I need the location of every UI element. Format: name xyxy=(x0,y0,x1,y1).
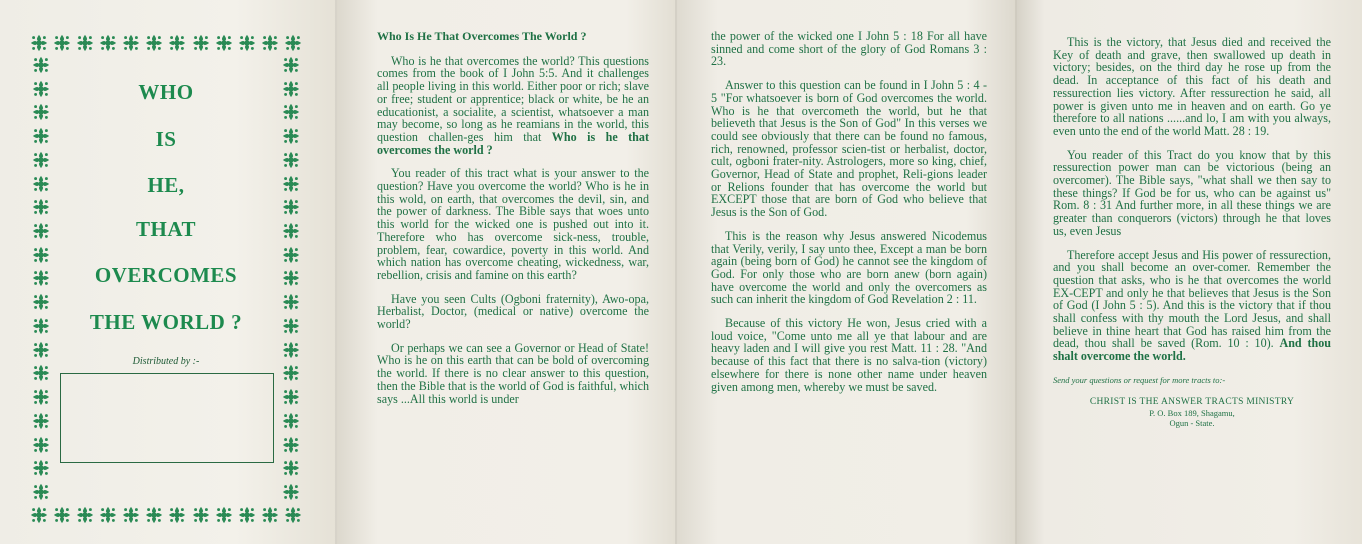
border-ornament-icon xyxy=(282,56,300,79)
border-ornament-icon xyxy=(32,388,50,411)
ministry-name: CHRIST IS THE ANSWER TRACTS MINISTRY xyxy=(1089,396,1295,407)
border-ornament-icon xyxy=(238,506,256,528)
distributor-box xyxy=(60,373,274,463)
bold-closing: And thou shalt overcome the world. xyxy=(1053,336,1331,364)
ministry-address-2: Ogun - State. xyxy=(1169,417,1215,428)
border-ornament-icon xyxy=(32,483,50,506)
border-ornament-icon xyxy=(76,34,94,56)
cover-title-line-1: WHO xyxy=(138,80,194,104)
border-ornament-icon xyxy=(32,412,50,435)
paragraph: You reader of this Tract do you know that by this ressurection power man can be victorious (being an overcomer). The Bible says, "what shall we then say to these things? If God be for us, who can be against us" Rom. 8 : 31 And further more, in all these things we are greater than conquerors (victors) through he that loves us, even Jesus xyxy=(1053,147,1331,238)
border-ornament-icon xyxy=(215,34,233,56)
cover-title-line-5: OVERCOMES xyxy=(94,263,238,287)
paragraph: Or perhaps we can see a Governor or Head of State! Who is he on this earth that can be bold of overcoming the world. If there is no clear answer to this question, then the Bible that is the world of God is faithful, which says ...All this world is under xyxy=(377,340,649,406)
border-ornament-icon xyxy=(32,151,50,174)
border-ornament-icon xyxy=(32,459,50,482)
send-requests-note: Send your questions or request for more tracts to:- xyxy=(1053,374,1226,385)
ministry-address-1: P. O. Box 189, Shagamu, xyxy=(1149,407,1235,418)
cover-title-line-6: THE WORLD ? xyxy=(89,310,243,334)
panel-4-text xyxy=(1053,36,1331,428)
border-top xyxy=(30,34,302,56)
cover-title-line-4: THAT xyxy=(136,217,196,241)
border-ornament-icon xyxy=(32,56,50,79)
paragraph: This is the victory, that Jesus died and received the Key of death and grave, then swallowed up death in victory; besides, on the third day he rose up from the dead. In acceptance of this fact of his death and ressurection lies victory. After ressurection he said, all power is given unto me in heaven and on earth. Go ye therefore to all nations ......and lo, I am with you always, even unto the end of the world Matt. 28 : 19. xyxy=(1053,35,1331,138)
panel-4 xyxy=(1017,0,1362,544)
border-ornament-icon xyxy=(32,103,50,126)
border-ornament-icon xyxy=(168,34,186,56)
border-ornament-icon xyxy=(122,34,140,56)
border-ornament-icon xyxy=(76,506,94,528)
border-ornament-icon xyxy=(238,34,256,56)
border-ornament-icon xyxy=(145,506,163,528)
cover-title-line-3: HE, xyxy=(147,173,185,197)
border-ornament-icon xyxy=(99,34,117,56)
paragraph: You reader of this tract what is your answer to the question? Have you overcome the world? Who is he in this wold, on earth, that overcomes the devil, sin, and the power of darkness. The Bible says that woes unto this world for the wicked one is pushed out into it. Therefore who has overcome sick-ness, trouble, problem, fear, cowardice, poverty in this world. And which nation has overcome cheating, wickedness, war, rebellion, crisis and famine on this earth? xyxy=(377,166,649,282)
border-ornament-icon xyxy=(282,388,300,411)
tract-heading: Who Is He That Overcomes The World ? xyxy=(377,29,587,43)
border-ornament-icon xyxy=(192,34,210,56)
border-ornament-icon xyxy=(30,34,48,56)
paragraph: the power of the wicked one I John 5 : 18 For all have sinned and come short of the glory of God Romans 3 : 23. xyxy=(711,29,987,69)
border-ornament-icon xyxy=(261,34,279,56)
cover-title-line-2: IS xyxy=(155,127,177,151)
border-ornament-icon xyxy=(282,151,300,174)
border-ornament-icon xyxy=(145,34,163,56)
border-ornament-icon xyxy=(282,483,300,506)
panel-3 xyxy=(677,0,1017,544)
border-ornament-icon xyxy=(282,436,300,459)
border-ornament-icon xyxy=(284,506,302,528)
border-bottom xyxy=(30,506,302,528)
border-ornament-icon xyxy=(122,506,140,528)
paragraph-text: Who is he that overcomes the world? This questions comes from the book of I John 5:5. And it challenges all people living in this world. Either poor or rich; slave or free; student or apprentice; black or white, be he an educationist, a socialite, a scientist, whatsoever a man may become, so long as he reamians in the world, this question challen-ges him that xyxy=(377,53,649,144)
panel-2-text xyxy=(377,30,649,416)
border-ornament-icon xyxy=(261,506,279,528)
border-ornament-icon xyxy=(282,364,300,387)
panel-3-text xyxy=(711,30,987,404)
paragraph xyxy=(1053,249,1331,363)
paragraph: This is the reason why Jesus answered Nicodemus that Verily, verily, I say unto thee, Except a man be born again (being born of God) he cannot see the kingdom of God. For only those who are born anew (born again) have overcome the world and only the overcomers as such can inherit the kingdom of God Revelation 2 : 11. xyxy=(711,228,987,307)
bold-question: Who is he that overcomes the world ? xyxy=(377,129,649,157)
border-ornament-icon xyxy=(282,103,300,126)
paragraph: Answer to this question can be found in I John 5 : 4 - 5 "For whatsoever is born of God overcomes the world. Who is he that overcometh the world, but he that believeth that Jesus is the Son of God" In this verses we could see obviously that there can be found no famous, rich, renowned, professor scien-tist or herbalist, doctor, cult, ogboni frater-nity. Astrologers, more so king, chief, Governor, Head of State and prophet, Reli-gions leader or Relions founder that has overcome the world but EXCEPT those that are born of God who believe that Jesus is the Son of God. xyxy=(711,78,987,220)
paragraph xyxy=(377,55,649,157)
cover-panel xyxy=(0,0,337,544)
border-ornament-icon xyxy=(30,506,48,528)
paragraph: Have you seen Cults (Ogboni fraternity), Awo-opa, Herbalist, Doctor, (medical or native) overcome the world? xyxy=(377,291,649,332)
border-ornament-icon xyxy=(32,364,50,387)
distributed-by-label: Distributed by :- xyxy=(132,356,200,367)
paragraph: Because of this victory He won, Jesus cried with a loud voice, "Come unto me all ye that labour and are heavy laden and I will give you rest Matt. 11 : 28. "And because of this fact that there is no salva-tion (victory) elsewhere for there is none other name under heaven given among men, whereby we must be saved. xyxy=(711,316,987,394)
border-ornament-icon xyxy=(282,459,300,482)
border-ornament-icon xyxy=(192,506,210,528)
border-ornament-icon xyxy=(215,506,233,528)
border-ornament-icon xyxy=(53,506,71,528)
border-ornament-icon xyxy=(99,506,117,528)
border-ornament-icon xyxy=(168,506,186,528)
border-ornament-icon xyxy=(284,34,302,56)
panel-2 xyxy=(337,0,677,544)
border-ornament-icon xyxy=(53,34,71,56)
paragraph-text: Therefore accept Jesus and His power of ressurection, and you shall become an over-comer. Remember the question that asks, who is he that overcomes the world EX-CEPT and only he that believes that Jesus is the Son of God (I John 5 : 5). And this is the victory that if thou shall confess with thy mouth the Lord Jesus, and shall believe in thine heart that God has raised him from the dead, thou shall be saved (Rom. 10 : 10). xyxy=(1053,247,1331,351)
border-ornament-icon xyxy=(282,412,300,435)
border-ornament-icon xyxy=(32,436,50,459)
